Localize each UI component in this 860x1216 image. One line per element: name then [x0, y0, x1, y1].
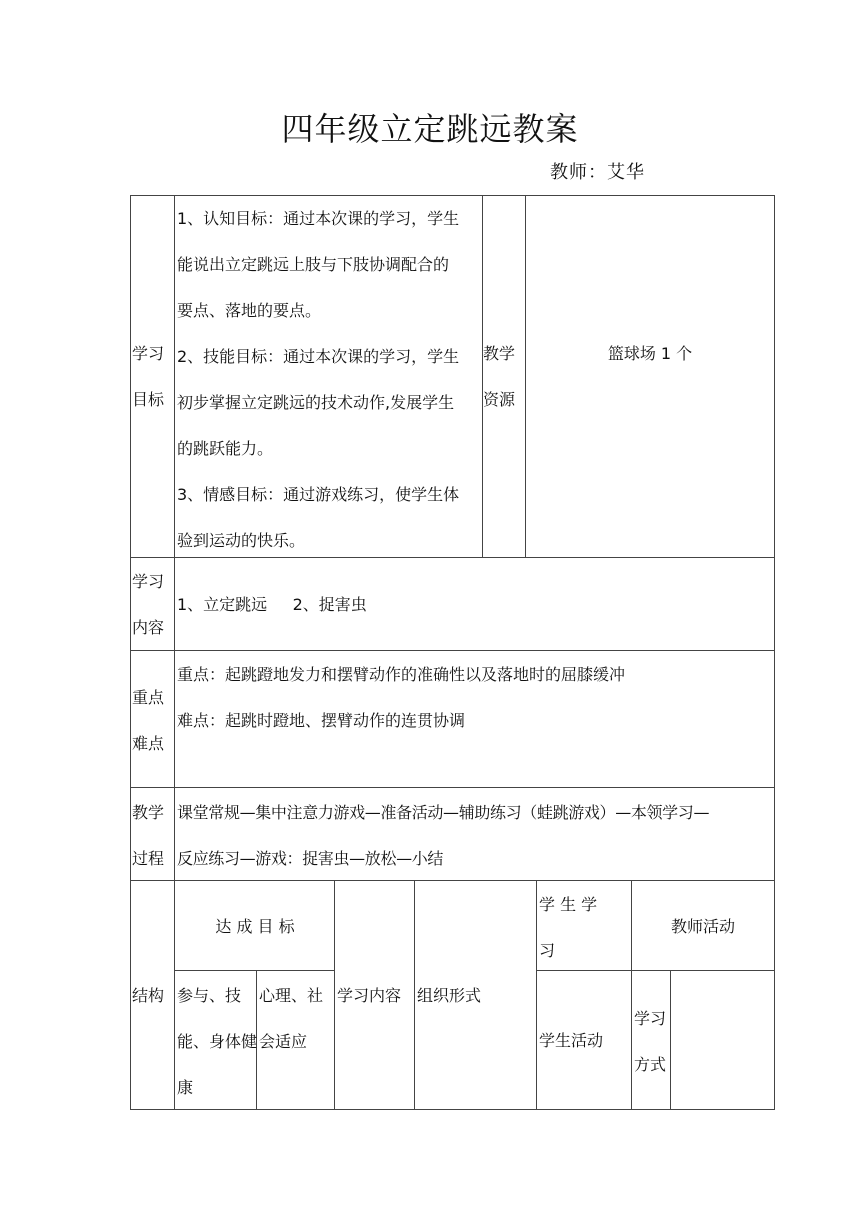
row-divider [130, 787, 775, 788]
goal-line: 心理、社 [259, 986, 324, 1005]
row-divider [175, 970, 335, 971]
objectives-text [175, 196, 482, 564]
keypoints-text [175, 652, 774, 744]
content-label-line-1: 学习 [132, 572, 165, 591]
content-label-line-2: 内容 [132, 618, 165, 637]
keypoints-label-line-2: 难点 [132, 734, 165, 753]
goals-header: 达 成 目 标 [215, 917, 295, 936]
goal-line: 参与、技 [177, 986, 242, 1005]
objective-line: 能说出立定跳远上肢与下肢协调配合的 [177, 255, 450, 274]
teacher-name: 教师：艾华 [550, 162, 645, 183]
student-study-header [537, 882, 631, 974]
student-activity-header: 学生活动 [539, 1031, 604, 1050]
content-header: 学习内容 [337, 986, 402, 1005]
keypoints-label [130, 675, 174, 767]
teacher-activity-header: 教师活动 [670, 917, 735, 936]
goal-line: 康 [177, 1078, 194, 1097]
resources-label-line-1: 教学 [483, 344, 516, 363]
process-label-line-2: 过程 [132, 849, 165, 868]
difficulty-point: 难点：起跳时蹬地、摆臂动作的连贯协调 [177, 711, 466, 730]
objective-line: 1、认知目标：通过本次课的学习，学生 [177, 209, 460, 228]
process-label-line-1: 教学 [132, 803, 165, 822]
table-border-right [774, 195, 775, 1109]
student-study-line: 学 生 学 [539, 895, 598, 914]
study-method-line: 方式 [634, 1055, 667, 1074]
objective-line: 要点、落地的要点。 [177, 301, 322, 320]
objective-line: 初步掌握立定跳远的技术动作,发展学生 [177, 393, 455, 412]
resources-value: 篮球场 1 个 [607, 344, 693, 363]
objective-line: 2、技能目标：通过本次课的学习，学生 [177, 347, 460, 366]
form-header: 组织形式 [417, 986, 482, 1005]
goal-column-participation [175, 973, 256, 1111]
document-title: 四年级立定跳远教案 [281, 110, 579, 148]
objective-line: 3、情感目标：通过游戏练习，使学生体 [177, 485, 460, 504]
resources-label [483, 331, 525, 423]
study-method-line: 学习 [634, 1009, 667, 1028]
objectives-label-line-1: 学习 [132, 344, 165, 363]
objectives-label [130, 331, 174, 423]
process-text [175, 790, 774, 882]
keypoints-label-line-1: 重点 [132, 688, 165, 707]
row-divider [130, 650, 775, 651]
structure-label: 结构 [132, 986, 165, 1005]
key-point: 重点：起跳蹬地发力和摆臂动作的准确性以及落地时的屈膝缓冲 [177, 665, 626, 684]
goal-line: 会适应 [259, 1032, 308, 1051]
process-label [130, 790, 174, 882]
resources-label-line-2: 资源 [483, 390, 516, 409]
goal-column-psychology [257, 973, 334, 1065]
objective-line: 验到运动的快乐。 [177, 531, 306, 550]
goal-line: 能、身体健 [177, 1032, 258, 1051]
content-value: 1、立定跳远 2、捉害虫 [177, 595, 367, 614]
column-divider [670, 970, 671, 1109]
objectives-label-line-2: 目标 [132, 390, 165, 409]
process-line: 反应练习—游戏：捉害虫—放松—小结 [177, 849, 444, 868]
study-method-header [632, 996, 670, 1088]
objective-line: 的跳跃能力。 [177, 439, 274, 458]
student-study-line: 习 [539, 941, 556, 960]
process-line: 课堂常规—集中注意力游戏—准备活动—辅助练习（蛙跳游戏）—本领学习— [177, 803, 710, 822]
content-label [130, 559, 174, 651]
